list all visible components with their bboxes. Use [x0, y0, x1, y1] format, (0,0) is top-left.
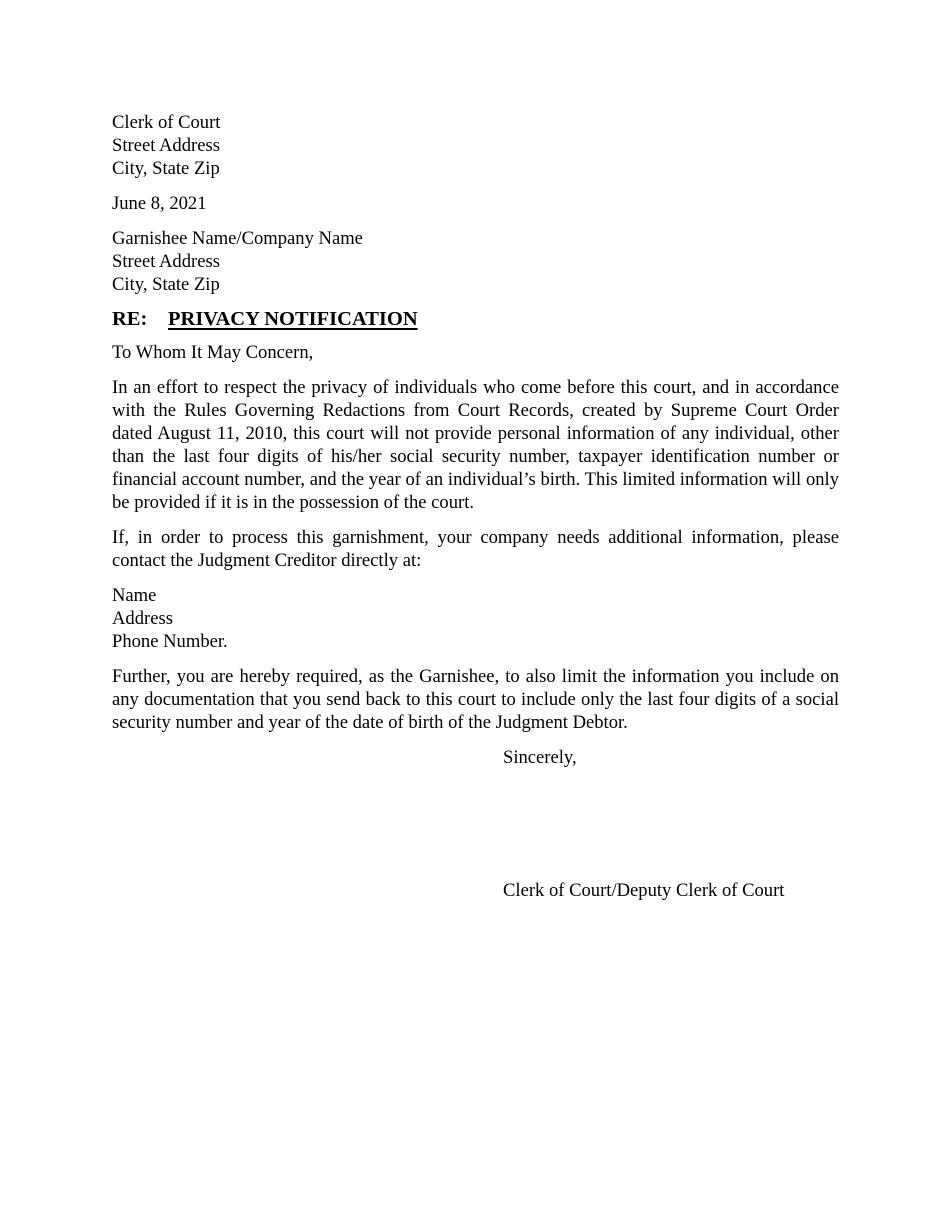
creditor-address: Address — [112, 608, 173, 629]
recipient-line-2: Street Address — [112, 251, 220, 272]
letter-page — [112, 111, 839, 902]
subject-title: PRIVACY NOTIFICATION — [168, 308, 418, 330]
salutation: To Whom It May Concern, — [112, 342, 314, 363]
recipient-line-3: City, State Zip — [112, 274, 220, 295]
sender-address — [112, 111, 839, 180]
recipient-address — [112, 227, 839, 296]
sender-line-1: Clerk of Court — [112, 112, 221, 133]
recipient-line-1: Garnishee Name/Company Name — [112, 228, 363, 249]
creditor-phone: Phone Number. — [112, 631, 228, 652]
signature-line: Clerk of Court/Deputy Clerk of Court — [503, 880, 785, 901]
body-paragraph-1: In an effort to respect the privacy of individuals who come before this court, and in accordance with the Rules Governing Redactions from Court Records, created by Supreme Court Order dated August 11, 2010, this court will not provide personal information of any individual, other than the last four digits of his/her social security number, taxpayer identification number or financial account number, and the year of an individual’s birth. This limited information will only be provided if it is in the possession of the court. — [112, 377, 839, 513]
sender-line-2: Street Address — [112, 135, 220, 156]
subject-label: RE: — [112, 308, 148, 330]
sender-line-3: City, State Zip — [112, 158, 220, 179]
subject-line — [112, 306, 839, 332]
body-paragraph-2: If, in order to process this garnishment, your company needs additional information, please contact the Judgment Creditor directly at: — [112, 527, 839, 571]
creditor-name: Name — [112, 585, 157, 606]
letter-date: June 8, 2021 — [112, 193, 207, 214]
creditor-contact — [112, 584, 839, 653]
body-paragraph-3: Further, you are hereby required, as the Garnishee, to also limit the information you include on any documentation that you send back to this court to include only the last four digits of a social security number and year of the date of birth of the Judgment Debtor. — [112, 666, 839, 733]
closing: Sincerely, — [503, 747, 577, 768]
